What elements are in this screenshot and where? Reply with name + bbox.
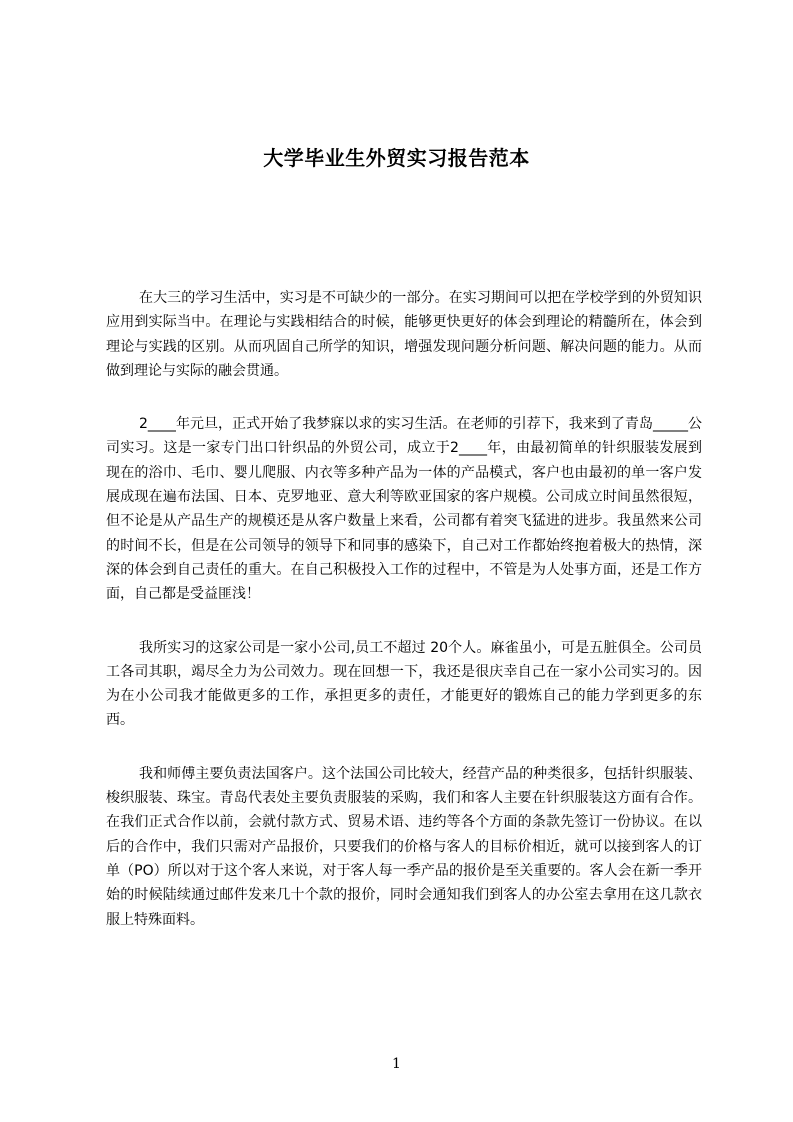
paragraph-4: 我和师傅主要负责法国客户。这个法国公司比较大，经营产品的种类很多，包括针织服装、梭织服装、珠宝。青岛代表处主要负责服装的采购，我们和客人主要在针织服装这方面有合作。在我们正式合作以前，会就付款方式、贸易术语、违约等各个方面的条款先签订一份协议。在以后的合作中，我们只需对产品报价，只要我们的价格与客人的目标价相近，就可以接到客人的订单（PO）所以对于这个客人来说，对于客人每一季产品的报价是至关重要的。客人会在新一季开始的时候陆续通过邮件发来几十个款的报价，同时会通知我们到客人的办公室去拿用在这几款衣服上特殊面料。 (106, 765, 702, 928)
paragraph-3: 我所实习的这家公司是一家小公司,员工不超过 20个人。麻雀虽小，可是五脏俱全。公司员工各司其职，竭尽全力为公司效力。现在回想一下，我还是很庆幸自己在一家小公司实习的。因为在小公司我才能做更多的工作，承担更多的责任，才能更好的锻炼自己的能力学到更多的东西。 (106, 639, 702, 729)
document-title: 大学毕业生外贸实习报告范本 (263, 146, 530, 170)
paragraph-1: 在大三的学习生活中，实习是不可缺少的一部分。在实习期间可以把在学校学到的外贸知识应用到实际当中。在理论与实践相结合的时候，能够更快更好的体会到理论的精髓所在，体会到理论与实践的区别。从而巩固自己所学的知识，增强发现问题分析问题、解决问题的能力。从而做到理论与实际的融会贯通。 (106, 290, 702, 379)
page-number: 1 (392, 1056, 401, 1072)
paragraph-2: 2____年元旦，正式开始了我梦寐以求的实习生活。在老师的引荐下，我来到了青岛_____公司实习。这是一家专门出口针织品的外贸公司，成立于2____年，由最初简单的针织服装发展到现在的浴巾、毛巾、婴儿爬服、内衣等多种产品为一体的产品模式，客户也由最初的单一客户发展成现在遍布法国、日本、克罗地亚、意大利等欧亚国家的客户规模。公司成立时间虽然很短，但不论是从产品生产的规模还是从客户数量上来看，公司都有着突飞猛进的进步。我虽然来公司的时间不长，但是在公司领导的领导下和同事的感染下，自己对工作都始终抱着极大的热情，深深的体会到自己责任的重大。在自己积极投入工作的过程中，不管是为人处事方面，还是工作方面，自己都是受益匪浅！ (106, 416, 702, 603)
document-body (106, 286, 702, 961)
